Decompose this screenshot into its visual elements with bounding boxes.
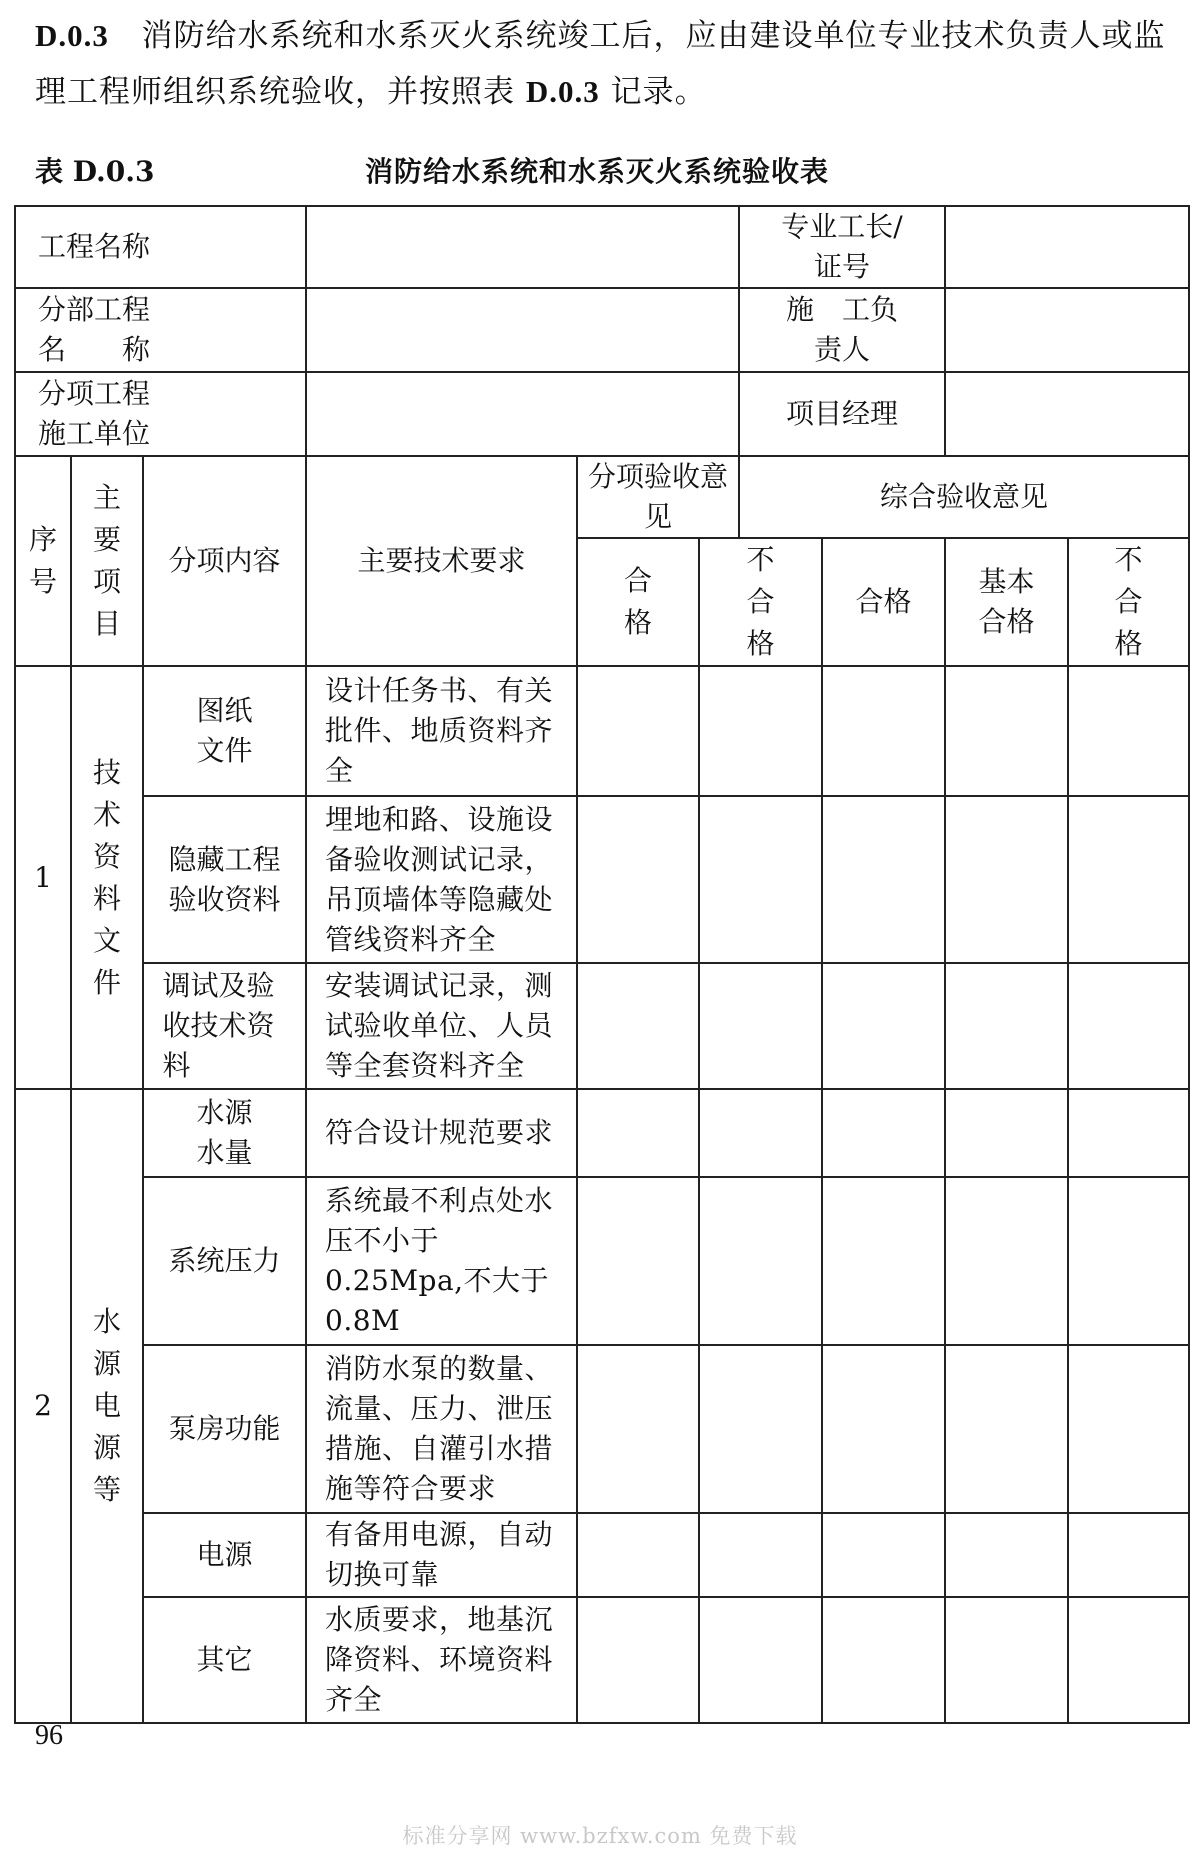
- foreman-label-text: 专业工长/证号: [781, 210, 903, 283]
- table-row: [15, 666, 1189, 796]
- col-main-item-text: 主要项目: [93, 481, 122, 640]
- overall-pass-cell[interactable]: [822, 1345, 945, 1513]
- sub-content-text: 图纸文件: [196, 694, 253, 767]
- project-name-value: [306, 206, 739, 288]
- requirement-cell: 系统最不利点处水压不小于0.25Mpa,不大于0.8M: [306, 1177, 577, 1345]
- sub-content-cell: [143, 666, 306, 796]
- sub-content-cell: [143, 1089, 306, 1177]
- table-reference: D.0.3: [525, 74, 600, 109]
- construction-lead-label: [739, 288, 945, 372]
- overall-basic-pass-cell[interactable]: [945, 1345, 1068, 1513]
- overall-basic-pass-cell[interactable]: [945, 1513, 1068, 1597]
- requirement-cell: 水质要求，地基沉降资料、环境资料齐全: [306, 1597, 577, 1723]
- sub-pass-cell[interactable]: [577, 1597, 699, 1723]
- col-sub-content: 分项内容: [143, 456, 306, 666]
- header-row-project: [15, 206, 1189, 288]
- col-overall-basic-pass-text: 基本合格: [978, 565, 1035, 638]
- project-manager-label: 项目经理: [739, 372, 945, 456]
- intro-text-end: 记录。: [610, 74, 707, 110]
- sub-fail-cell[interactable]: [699, 1513, 822, 1597]
- sub-fail-cell[interactable]: [699, 1089, 822, 1177]
- col-requirements: 主要技术要求: [306, 456, 577, 666]
- overall-basic-pass-cell[interactable]: [945, 1089, 1068, 1177]
- overall-basic-pass-cell[interactable]: [945, 963, 1068, 1089]
- overall-pass-cell[interactable]: [822, 963, 945, 1089]
- sub-fail-cell[interactable]: [699, 796, 822, 963]
- header-row-subitem: [15, 372, 1189, 456]
- sub-pass-cell[interactable]: [577, 963, 699, 1089]
- overall-basic-pass-cell[interactable]: [945, 1177, 1068, 1345]
- overall-fail-cell[interactable]: [1068, 1597, 1189, 1723]
- overall-fail-cell[interactable]: [1068, 1345, 1189, 1513]
- col-sub-fail-text: 不合格: [746, 543, 775, 660]
- overall-pass-cell[interactable]: [822, 666, 945, 796]
- col-main-item: [71, 456, 143, 666]
- col-overall-opinion: 综合验收意见: [739, 456, 1189, 538]
- table-row: [15, 796, 1189, 963]
- group-seq: 1: [15, 666, 71, 1089]
- sub-content-cell: 系统压力: [143, 1177, 306, 1345]
- col-overall-pass: 合格: [822, 538, 945, 666]
- table-row: [15, 1345, 1189, 1513]
- construction-lead-label-text: 施 工负责人: [786, 293, 899, 366]
- overall-basic-pass-cell[interactable]: [945, 796, 1068, 963]
- table-row: [15, 1597, 1189, 1723]
- intro-text: 消防给水系统和水系灭火系统竣工后，应由建设单位专业技术负责人或监理工程师组织系统验收，并按照表: [35, 18, 1166, 110]
- intro-paragraph: [35, 8, 1175, 120]
- overall-fail-cell[interactable]: [1068, 1177, 1189, 1345]
- overall-pass-cell[interactable]: [822, 796, 945, 963]
- overall-fail-cell[interactable]: [1068, 796, 1189, 963]
- group-main-item: [71, 1089, 143, 1723]
- col-sub-pass-text: 合格: [624, 564, 653, 639]
- table-row: [15, 963, 1189, 1089]
- sub-content-text: 调试及验收技术资料: [162, 969, 275, 1082]
- requirement-cell: 符合设计规范要求: [306, 1089, 577, 1177]
- watermark: 标准分享网 www.bzfxw.com 免费下载: [402, 1824, 798, 1848]
- overall-pass-cell[interactable]: [822, 1513, 945, 1597]
- foreman-value: [945, 206, 1189, 288]
- sub-pass-cell[interactable]: [577, 1345, 699, 1513]
- col-seq-text: 序号: [29, 523, 58, 598]
- sub-content-text: 隐藏工程验收资料: [168, 842, 281, 916]
- table-title: 消防给水系统和水系灭火系统验收表: [365, 155, 830, 188]
- construction-lead-value: [945, 288, 1189, 372]
- sub-pass-cell[interactable]: [577, 1513, 699, 1597]
- sub-content-cell: [143, 796, 306, 963]
- header-row-subproject: [15, 288, 1189, 372]
- group-main-item-text: 技术资料文件: [93, 755, 122, 999]
- sub-pass-cell[interactable]: [577, 796, 699, 963]
- sub-pass-cell[interactable]: [577, 1089, 699, 1177]
- page-number: 96: [35, 1720, 63, 1751]
- overall-fail-cell[interactable]: [1068, 666, 1189, 796]
- sub-fail-cell[interactable]: [699, 666, 822, 796]
- subitem-unit-value: [306, 372, 739, 456]
- sub-fail-cell[interactable]: [699, 1597, 822, 1723]
- overall-fail-cell[interactable]: [1068, 1513, 1189, 1597]
- subproject-value: [306, 288, 739, 372]
- overall-pass-cell[interactable]: [822, 1177, 945, 1345]
- sub-fail-cell[interactable]: [699, 1177, 822, 1345]
- overall-pass-cell[interactable]: [822, 1089, 945, 1177]
- requirement-cell: 设计任务书、有关批件、地质资料齐全: [306, 666, 577, 796]
- sub-content-cell: [143, 963, 306, 1089]
- sub-pass-cell[interactable]: [577, 666, 699, 796]
- column-header-row-1: [15, 456, 1189, 538]
- overall-pass-cell[interactable]: [822, 1597, 945, 1723]
- col-overall-basic-pass: [945, 538, 1068, 666]
- table-number: 表 D.0.3: [35, 155, 155, 188]
- subproject-label-text: 分部工程名 称: [38, 293, 151, 366]
- project-name-label: 工程名称: [15, 206, 306, 288]
- acceptance-table: [14, 205, 1190, 1724]
- clause-number: D.0.3: [35, 18, 109, 53]
- subproject-label: [15, 288, 306, 372]
- col-sub-fail: [699, 538, 822, 666]
- sub-fail-cell[interactable]: [699, 963, 822, 1089]
- project-manager-value: [945, 372, 1189, 456]
- overall-basic-pass-cell[interactable]: [945, 666, 1068, 796]
- requirement-cell: 埋地和路、设施设备验收测试记录，吊顶墙体等隐藏处管线资料齐全: [306, 796, 577, 963]
- col-overall-fail-text: 不合格: [1114, 543, 1143, 660]
- subitem-unit-label: [15, 372, 306, 456]
- sub-pass-cell[interactable]: [577, 1177, 699, 1345]
- overall-fail-cell[interactable]: [1068, 963, 1189, 1089]
- sub-content-cell: 其它: [143, 1597, 306, 1723]
- col-overall-fail: [1068, 538, 1189, 666]
- overall-fail-cell[interactable]: [1068, 1089, 1189, 1177]
- group-main-item: [71, 666, 143, 1089]
- col-sub-opinion: 分项验收意见: [577, 456, 739, 538]
- col-seq: [15, 456, 71, 666]
- sub-content-cell: 电源: [143, 1513, 306, 1597]
- overall-basic-pass-cell[interactable]: [945, 1597, 1068, 1723]
- sub-fail-cell[interactable]: [699, 1345, 822, 1513]
- group-main-item-text: 水源电源等: [93, 1305, 122, 1506]
- requirement-cell: 消防水泵的数量、流量、压力、泄压措施、自灌引水措施等符合要求: [306, 1345, 577, 1513]
- sub-content-cell: 泵房功能: [143, 1345, 306, 1513]
- table-row: [15, 1513, 1189, 1597]
- table-row: [15, 1177, 1189, 1345]
- requirement-cell: 安装调试记录，测试验收单位、人员等全套资料齐全: [306, 963, 577, 1089]
- col-sub-pass: [577, 538, 699, 666]
- requirement-cell: 有备用电源，自动切换可靠: [306, 1513, 577, 1597]
- sub-content-text: 水源水量: [196, 1096, 253, 1169]
- subitem-unit-label-text: 分项工程施工单位: [38, 377, 151, 450]
- table-row: [15, 1089, 1189, 1177]
- foreman-label: [739, 206, 945, 288]
- group-seq: 2: [15, 1089, 71, 1723]
